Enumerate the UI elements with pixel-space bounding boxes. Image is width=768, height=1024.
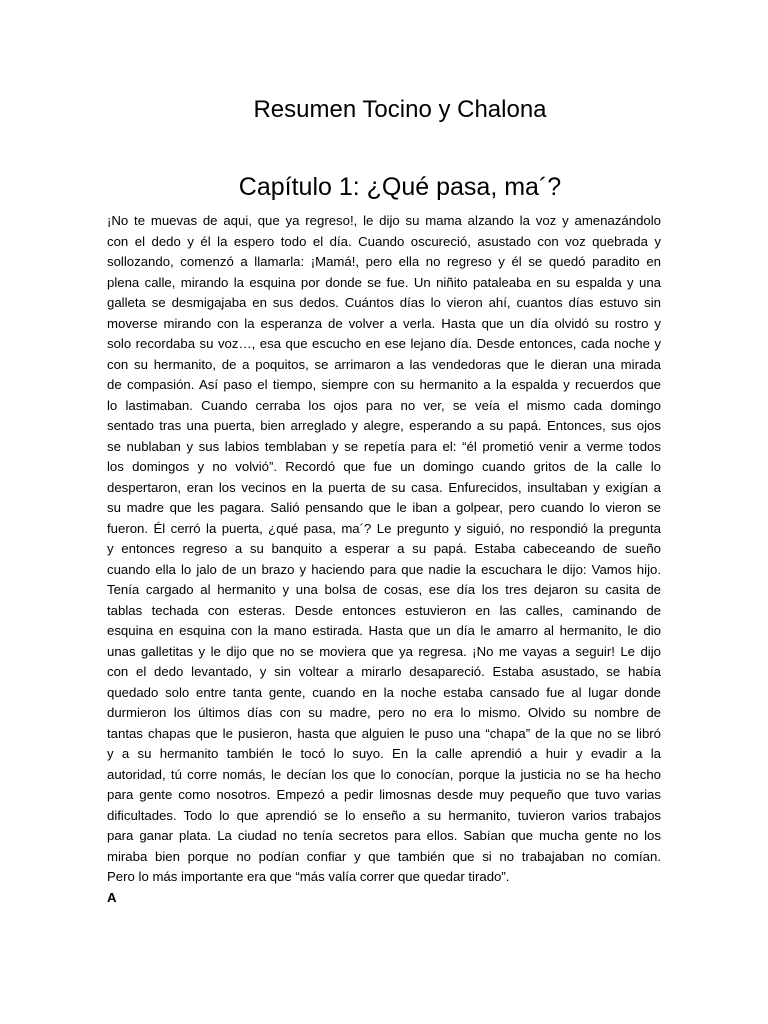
paragraph-line: lo lastimaban. Cuando cerraba los ojos para no ver, se veía el mismo cada domingo xyxy=(107,397,661,413)
paragraph-line: fueron. Él cerró la puerta, ¿qué pasa, ma´? Le pregunto y siguió, no respondió la pregunta xyxy=(107,520,661,536)
paragraph-line: Pero lo más importante era que “más valía correr que quedar tirado”. xyxy=(107,869,510,884)
paragraph-line: durmieron los últimos días con su madre, pero no era lo mismo. Olvido su nombre de xyxy=(107,705,661,720)
paragraph-line: A xyxy=(107,889,117,905)
paragraph-line: miraba bien porque no podían confiar y que también que si no trabajaban no comían. xyxy=(107,848,661,864)
paragraph-line: con el dedo levantado, y sin voltear a mirarlo desapareció. Estaba asustado, se había xyxy=(107,664,661,679)
chapter-title: Capítulo 1: ¿Qué pasa, ma´? xyxy=(238,173,562,201)
paragraph-line: su madre que les pagara. Salió pensando que le iban a golpear, pero cuando lo vieron se xyxy=(107,500,661,515)
paragraph-line: moverse mirando con la esperanza de volver a verla. Hasta que un día olvidó su rostro y xyxy=(107,315,661,331)
paragraph-line: unas galletitas y le dijo que no se moviera que ya regresa. ¡No me vayas a seguir! Le dijo xyxy=(107,643,661,659)
paragraph-line: y entonces regreso a su banquito a esperar a su papá. Estaba cabeceando de sueño xyxy=(107,541,661,556)
paragraph-line: para gente como nosotros. Empezó a pedir limosnas desde muy pequeño que tuvo varias xyxy=(107,787,661,802)
paragraph-line: con su hermanito, de a poquitos, se arrimaron a las vendedoras que le dieran una mirada xyxy=(107,356,661,372)
paragraph-line: Tenía cargado al hermanito y una bolsa de cosas, ese día los tres dejaron su casita de xyxy=(107,582,661,597)
paragraph-line: sentado tras una puerta, bien arreglado y alegre, esperando a su papá. Entonces, sus ojos xyxy=(107,418,661,433)
paragraph-line: los domingos y no volvió”. Recordó que fue un domingo cuando gritos de la calle lo xyxy=(107,459,661,474)
paragraph-line: autoridad, tú corre nomás, le decían los que lo conocían, porque la justicia no se ha hecho xyxy=(107,766,661,782)
paragraph-line: esquina en esquina con la mano estirada. Hasta que un día le amarro al hermanito, le dio xyxy=(107,623,661,638)
chapter-summary-text xyxy=(107,211,661,908)
paragraph-line: de compasión. Así paso el tiempo, siempre con su hermanito a la espalda y recuerdos que xyxy=(107,377,661,392)
paragraph-line: cuando ella lo jalo de un brazo y haciendo para que nadie la escuchara le dijo: Vamos hijo. xyxy=(107,561,661,577)
paragraph-line: sollozando, comenzó a llamarla: ¡Mamá!, pero ella no regreso y él se quedó paradito en xyxy=(107,254,661,269)
paragraph-line: despertaron, eran los vecinos en la puerta de su casa. Enfurecidos, insultaban y exigían a xyxy=(107,479,661,495)
document-title: Resumen Tocino y Chalona xyxy=(253,96,547,123)
paragraph-line: quedado solo entre tanta gente, cuando en la noche estaba cansado fue al lugar donde xyxy=(107,684,661,700)
paragraph-line: se nublaban y sus labios temblaban y se repetía para el: “él prometió venir a verme todos xyxy=(107,438,661,454)
paragraph-line: y a su hermanito también le tocó lo suyo. En la calle aprendió a huir y evadir a la xyxy=(107,746,661,761)
paragraph-line: dificultades. Todo lo que aprendió se lo enseño a su hermanito, tuvieron varios trabajos xyxy=(107,807,661,823)
paragraph-line: plena calle, mirando la esquina por donde se fue. Un niñito pataleaba en su espalda y una xyxy=(107,274,661,290)
paragraph-line: ¡No te muevas de aqui, que ya regreso!, le dijo su mama alzando la voz y amenazándolo xyxy=(107,213,661,228)
paragraph-line: para ganar plata. La ciudad no tenía secretos para ellos. Sabían que mucha gente no los xyxy=(107,828,661,843)
paragraph-line: galleta se desmigajaba en sus dedos. Cuántos días lo vieron ahí, cuantos días estuvo sin xyxy=(107,295,661,310)
paragraph-line: solo recordaba su voz…, esa que escucho en ese lejano día. Desde entonces, cada noche y xyxy=(107,336,661,351)
paragraph-line: tablas techada con esteras. Desde entonces estuvieron en las calles, caminando de xyxy=(107,602,661,618)
paragraph-line: con el dedo y él la espero todo el día. Cuando oscureció, asustado con voz quebrada y xyxy=(107,233,661,249)
paragraph-line: tantas chapas que le pusieron, hasta que alguien le puso una “chapa” de la que no se libró xyxy=(107,725,661,741)
